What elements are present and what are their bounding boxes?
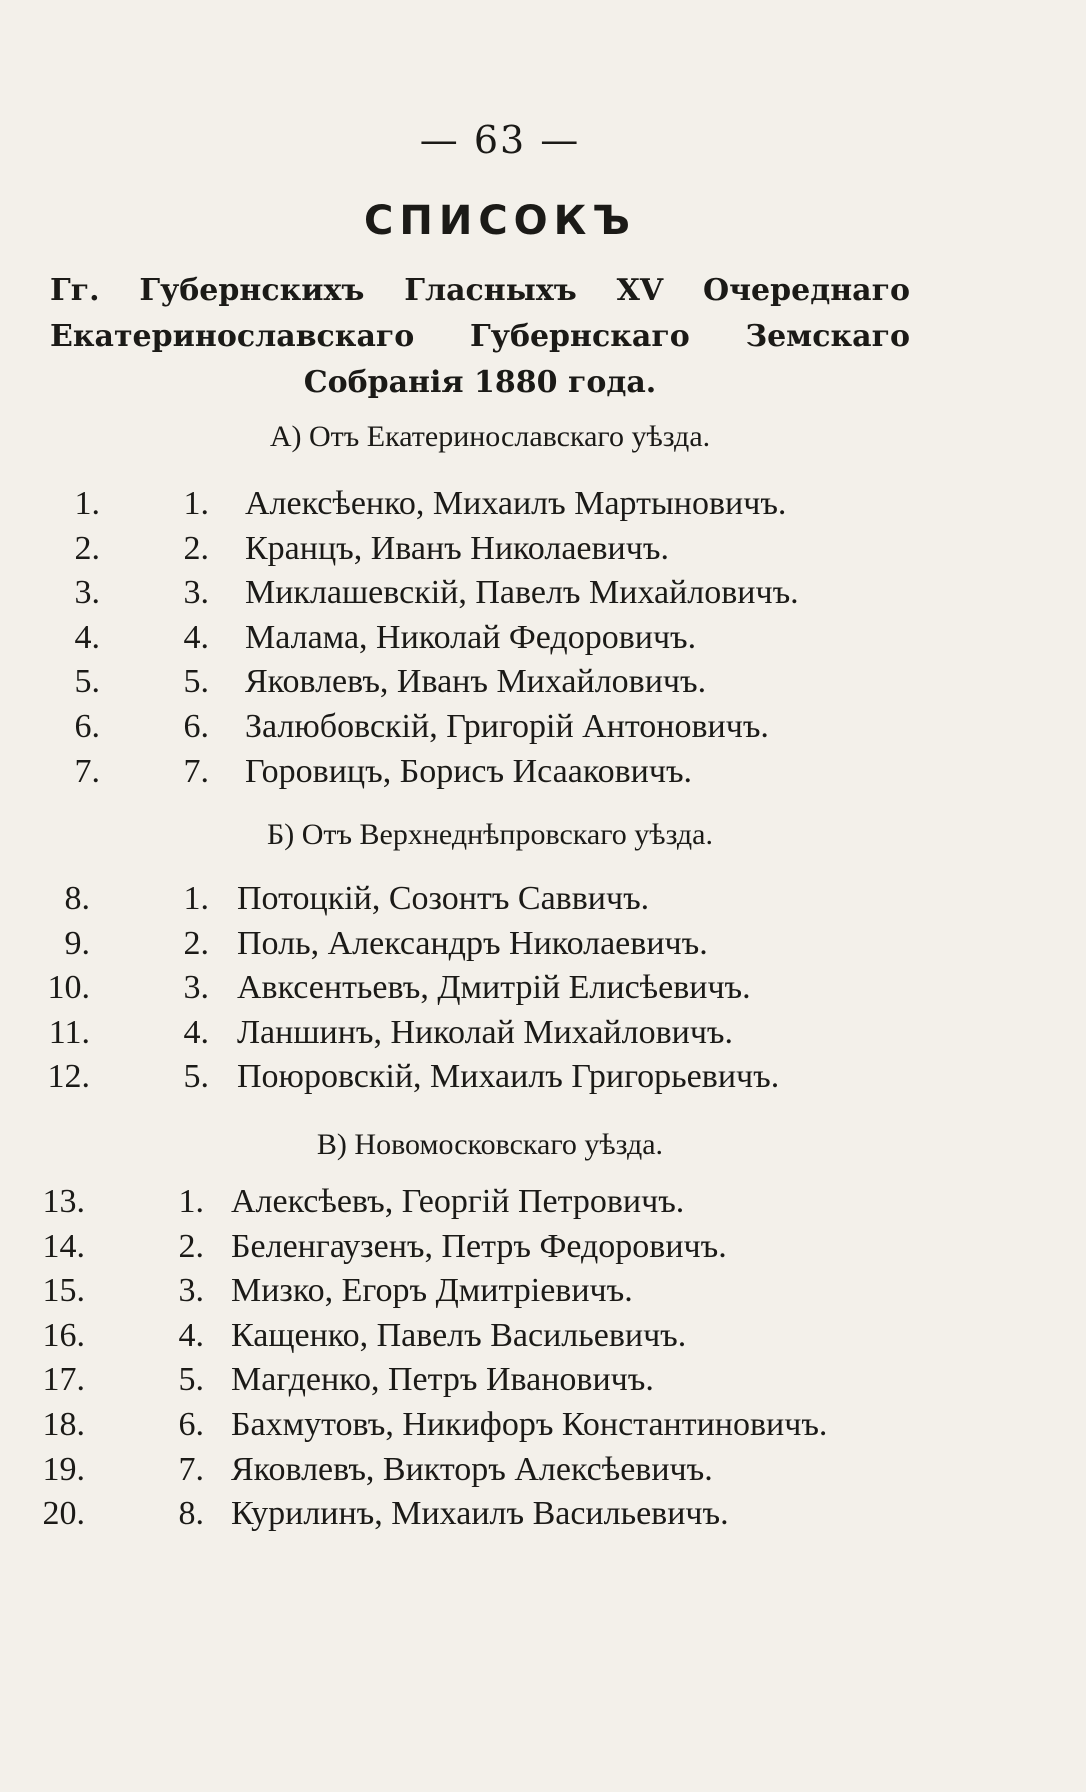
overall-number: 5. [74, 663, 100, 701]
district-number: 1. [183, 880, 209, 917]
list-item [0, 1317, 1000, 1361]
district-number: 7. [183, 752, 209, 790]
overall-number: 14. [42, 1227, 85, 1265]
delegate-name: Миклашевскій, Павелъ Михайловичъ. [245, 574, 799, 612]
delegate-name: Поюровскій, Михаилъ Григорьевичъ. [237, 1058, 780, 1096]
district-number: 8. [178, 1495, 204, 1533]
list-item [0, 925, 1000, 969]
delegate-name: Магденко, Петръ Ивановичъ. [231, 1361, 654, 1399]
list-item [0, 1228, 1000, 1272]
delegate-name: Мизко, Егоръ Дмитріевичъ. [231, 1272, 633, 1310]
district-number: 3. [183, 969, 209, 1007]
district-number: 2. [183, 924, 209, 962]
delegate-name: Алексѣенко, Михаилъ Мартыновичъ. [245, 485, 787, 522]
overall-number: 19. [42, 1450, 85, 1488]
delegate-name: Курилинъ, Михаилъ Васильевичъ. [231, 1495, 729, 1533]
heading-line-3: Собранія 1880 года. [303, 365, 657, 400]
list-item [0, 619, 1000, 663]
list-item [0, 969, 1000, 1013]
district-number: 4. [183, 618, 209, 656]
overall-number: 4. [74, 618, 100, 656]
delegate-name: Потоцкій, Созонтъ Саввичъ. [237, 880, 650, 917]
overall-number: 9. [64, 924, 90, 962]
overall-number: 11. [48, 1013, 90, 1051]
delegate-name: Поль, Александръ Николаевичъ. [237, 924, 708, 962]
district-number: 3. [183, 574, 209, 612]
overall-number: 1. [74, 485, 100, 522]
list-item [0, 880, 1000, 924]
overall-number: 12. [47, 1058, 90, 1096]
district-number: 2. [183, 529, 209, 567]
heading-line-1: Гг. Губернскихъ Гласныхъ XV Очереднаго [50, 273, 910, 308]
list-item [0, 753, 1000, 797]
delegate-name: Яковлевъ, Викторъ Алексѣевичъ. [231, 1450, 713, 1488]
district-number: 2. [178, 1227, 204, 1265]
district-number: 5. [183, 1058, 209, 1096]
list-item [0, 1272, 1000, 1316]
list-item [0, 485, 1000, 529]
district-number: 6. [178, 1406, 204, 1443]
overall-number: 13. [42, 1183, 85, 1220]
overall-number: 20. [42, 1495, 85, 1533]
list-item [0, 1495, 1000, 1539]
overall-number: 7. [74, 752, 100, 790]
overall-number: 2. [74, 529, 100, 567]
list-item [0, 574, 1000, 618]
page-number: — 63 — [419, 118, 581, 162]
overall-number: 6. [74, 708, 100, 745]
list-item [0, 1058, 1000, 1102]
delegate-name: Бахмутовъ, Никифоръ Константиновичъ. [231, 1406, 828, 1443]
delegate-name: Кранцъ, Иванъ Николаевичъ. [245, 529, 669, 567]
delegate-name: Малама, Николай Федоровичъ. [245, 618, 697, 656]
delegate-name: Яковлевъ, Иванъ Михайловичъ. [245, 663, 707, 701]
overall-number: 15. [42, 1272, 85, 1310]
overall-number: 3. [74, 574, 100, 612]
list-item [0, 1451, 1000, 1495]
document-heading [50, 268, 910, 406]
section-title-b: Б) Отъ Верхнеднѣпровскаго уѣзда. [267, 818, 713, 851]
overall-number: 16. [42, 1316, 85, 1354]
district-number: 3. [178, 1272, 204, 1310]
delegate-name: Горовицъ, Борисъ Исааковичъ. [245, 752, 693, 790]
list-item [0, 708, 1000, 752]
delegate-name: Алексѣевъ, Георгій Петровичъ. [231, 1183, 685, 1220]
list-item [0, 1361, 1000, 1405]
list-item [0, 663, 1000, 707]
list-item [0, 1406, 1000, 1450]
district-number: 1. [183, 485, 209, 522]
delegate-name: Беленгаузенъ, Петръ Федоровичъ. [231, 1227, 727, 1265]
list-title: СПИСОКЪ [364, 198, 636, 244]
list-item [0, 1014, 1000, 1058]
overall-number: 8. [64, 880, 90, 917]
district-number: 5. [178, 1361, 204, 1399]
section-title-a: А) Отъ Екатеринославскаго уѣзда. [269, 420, 711, 453]
district-number: 5. [183, 663, 209, 701]
district-number: 7. [178, 1450, 204, 1488]
district-number: 4. [178, 1316, 204, 1354]
heading-line-2: Екатеринославскаго Губернскаго Земскаго [50, 319, 910, 354]
district-number: 4. [183, 1013, 209, 1051]
district-number: 6. [183, 708, 209, 745]
delegate-name: Ланшинъ, Николай Михайловичъ. [237, 1013, 734, 1051]
overall-number: 10. [47, 969, 90, 1007]
list-item [0, 530, 1000, 574]
district-number: 1. [178, 1183, 204, 1220]
overall-number: 17. [42, 1361, 85, 1399]
list-item [0, 1183, 1000, 1227]
section-title-c: В) Новомосковскаго уѣзда. [316, 1128, 664, 1161]
delegate-name: Залюбовскій, Григорій Антоновичъ. [245, 708, 769, 745]
delegate-name: Авксентьевъ, Дмитрій Елисѣевичъ. [237, 969, 751, 1007]
overall-number: 18. [42, 1406, 85, 1443]
delegate-name: Кащенко, Павелъ Васильевичъ. [231, 1316, 687, 1354]
